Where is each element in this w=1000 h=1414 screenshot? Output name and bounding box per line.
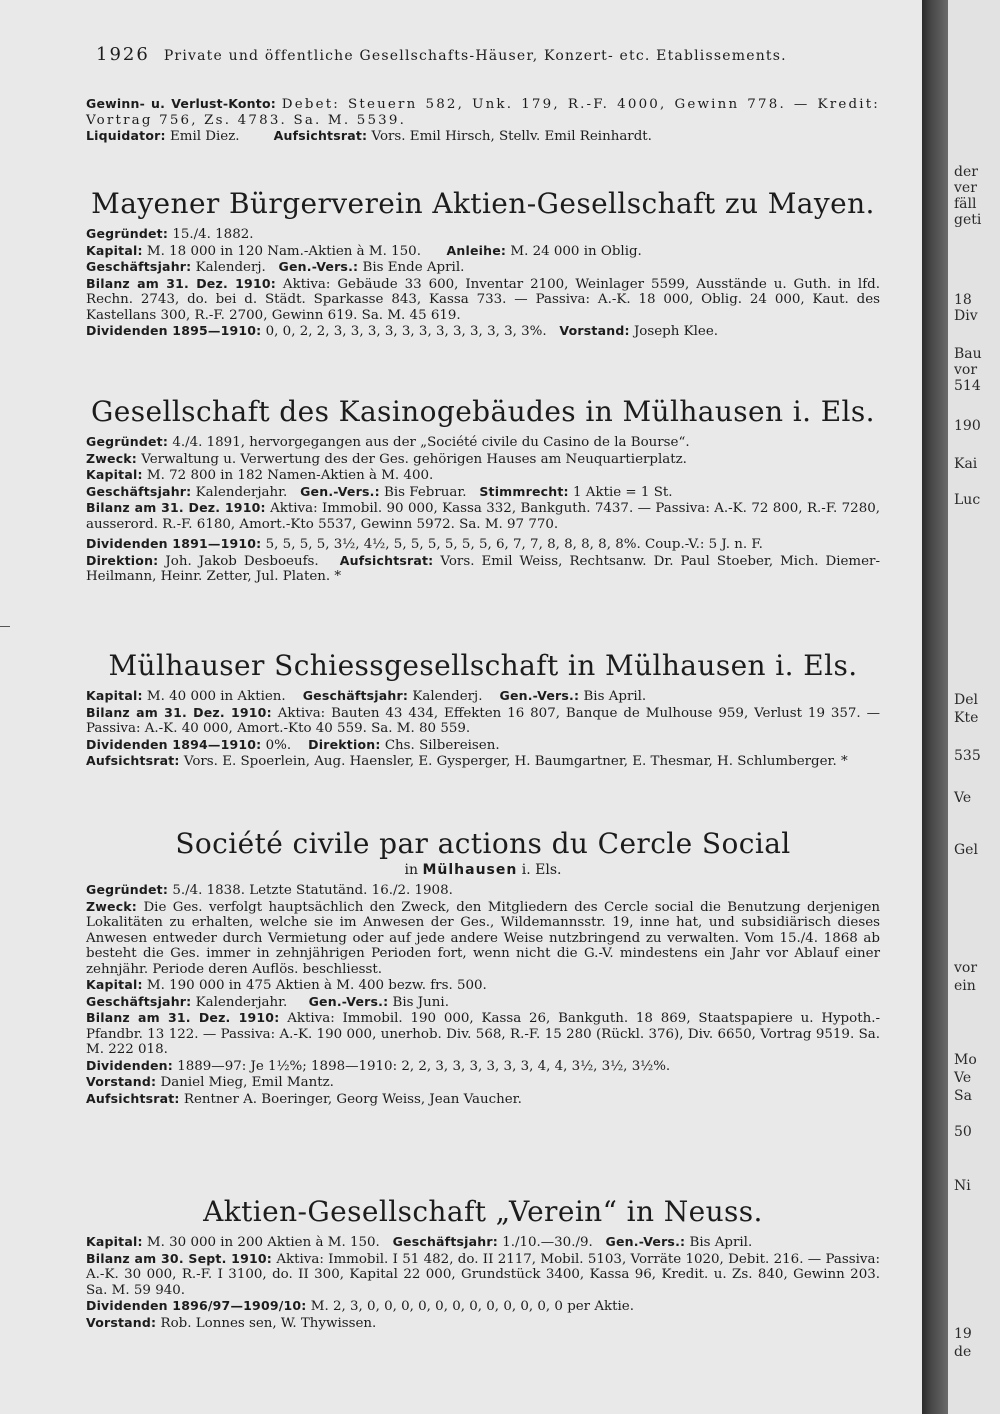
facing-text-fragment: ver xyxy=(954,180,977,196)
dividenden-text: M. 2, 3, 0, 0, 0, 0, 0, 0, 0, 0, 0, 0, 0, 0 per Aktie. xyxy=(310,1299,634,1314)
subtitle-in: in xyxy=(404,862,418,878)
facing-text-fragment: Sa xyxy=(954,1088,972,1104)
zweck-label: Zweck: xyxy=(86,898,138,914)
gen-vers-label: Gen.-Vers.: xyxy=(278,259,359,274)
liquidator-text: Emil Diez. xyxy=(169,129,240,144)
facing-text-fragment: 190 xyxy=(954,418,981,434)
direktion-label: Direktion: xyxy=(86,552,159,568)
facing-text-fragment: Bau xyxy=(954,346,982,362)
gen-vers-text: Bis Februar. xyxy=(384,484,467,500)
kapital-label: Kapital: xyxy=(86,242,143,258)
bilanz-text: Aktiva: Immobil. 90 000, Kassa 332, Bankguth. 7437. — Passiva: A.-K. 72 800, R.-F. 7280, ausserord. R.-F. 6180, Amort.-Kto 5537, Gewinn 5972. Sa. M. 97 770. xyxy=(86,501,880,532)
facing-text-fragment: Ve xyxy=(954,790,972,806)
dividenden-label: Dividenden 1891—1910: xyxy=(86,536,262,551)
aufsichtsrat-text: Vors. E. Spoerlein, Aug. Haensler, E. Gysperger, H. Baumgartner, E. Thesmar, H. Schlumberger. xyxy=(183,754,837,769)
vorstand-text: Rob. Lonnes sen, W. Thywissen. xyxy=(160,1315,377,1331)
facing-text-fragment: Luc xyxy=(954,492,981,508)
facing-text-fragment: 50 xyxy=(954,1124,972,1140)
dividenden-text: 0, 0, 2, 2, 3, 3, 3, 3, 3, 3, 3, 3, 3, 3, 3, 3%. xyxy=(265,324,547,339)
facing-text-fragment: 18 xyxy=(954,292,972,308)
gegruendet-text: 4./4. 1891, hervorgegangen aus der „Société civile du Casino de la Bourse“. xyxy=(172,435,690,450)
bilanz-text: Aktiva: Gebäude 33 600, Inventar 2100, Weinlager 5599, Ausstände u. Guth. in lfd. Rechn. 2743, do. bei d. Städt. Sparkasse 843, Kassa 733. — Passiva: A.-K. 18 000, Oblig. 24 000, Kaut. des Kastellans 300, R.-F. 2700, Gewinn 619. Sa. M. 45 619. xyxy=(86,276,881,323)
page-number: 1926 xyxy=(96,44,150,65)
dividenden-label: Dividenden: xyxy=(86,1057,173,1073)
dividenden-label: Dividenden 1894—1910: xyxy=(86,736,262,752)
facing-text-fragment: ein xyxy=(954,978,976,994)
margin-rule xyxy=(0,626,10,627)
entry-title: Mülhauser Schiessgesellschaft in Mülhausen i. Els. xyxy=(108,649,858,682)
geschaeftsjahr-text: Kalenderjahr. xyxy=(195,484,288,500)
facing-text-fragment: der xyxy=(954,164,978,180)
kapital-text: M. 72 800 in 182 Namen-Aktien à M. 400. xyxy=(146,468,434,483)
facing-text-fragment: vor xyxy=(954,362,978,378)
zweck-text: Die Ges. verfolgt hauptsächlich den Zweck, den Mitgliedern des Cercle social die Benutzung derjenigen Lokalitäten zu erhalten, welche sie im Anwesen der Ges., Wildemannsstr. 19, inne hat, und subsidiärisch dieses Anwesen entweder durch Vermietung oder auf jede andere Weise nutzbringend zu verwalten. Vom 15./4. 1868 ab besteht die Ges. immer in zehnjährigen Perioden fort, wenn nicht die G.-V. mindestens ein Jahr vor Ablauf einer zehnjähr. Periode deren Auflös. beschliesst. xyxy=(86,899,880,977)
gegruendet-text: 15./4. 1882. xyxy=(172,227,254,242)
gen-vers-text: Bis April. xyxy=(583,689,647,704)
direktion-label: Direktion: xyxy=(308,736,381,752)
facing-text-fragment: 535 xyxy=(954,748,981,764)
entry-body: Gegründet: 4./4. 1891, hervorgegangen aus der „Société civile du Casino de la Bourse“. Zweck: Verwaltung u. Verwertung des der Ges. gehörigen Hauses am Neuquartierplatz. Kapital: M. 72 800 in 182 Namen-Aktien à M. 400. Geschäftsjahr: Kalenderjahr. Gen.-Vers.: Bis Februar. Stimmrecht: 1 Aktie = 1 St. Bilanz am 31. Dez. 1910: Aktiva: Immobil. 90 000, Kassa 332, Bankguth. 7437. — Passiva: A.-K. 72 800, R.-F. 7280, ausserord. R.-F. 6180, Amort.-Kto 5537, Gewinn 5972. Sa. M. 97 770. Dividenden 1891—1910: 5, 5, 5, 5, 3½, 4½, 5, 5, 5, 5, 5, 5, 6, 7, 7, 8, 8, 8, 8, 8%. Coup.-V.: 5 J. n. F. Direktion: Joh. Jakob Desboeufs. Aufsichtsrat: Vors. Emil Weiss, Rechtsanw. Dr. Paul Stoeber, Mich. Diemer-Heilmann, Heinr. Zetter, Jul. Platen. * xyxy=(86,434,880,584)
facing-text-fragment: Del xyxy=(954,692,978,708)
geschaeftsjahr-label: Geschäftsjahr: xyxy=(392,1234,498,1249)
vorstand-label: Vorstand: xyxy=(86,1074,157,1089)
gen-vers-text: Bis Juni. xyxy=(392,994,449,1010)
bilanz-label: Bilanz am 31. Dez. 1910: xyxy=(86,500,266,515)
aufsichtsrat-label: Aufsichtsrat: xyxy=(86,753,180,768)
facing-text-fragment: 19 xyxy=(954,1326,972,1342)
subtitle-rest: i. Els. xyxy=(521,862,562,878)
facing-text-fragment: Div xyxy=(954,308,978,324)
facing-text-fragment: Gel xyxy=(954,842,978,858)
bilanz-text: Aktiva: Bauten 43 434, Effekten 16 807, Banque de Mulhouse 959, Verlust 19 357. — Passiva: A.-K. 40 000, Amort.-Kto 40 559. Sa. M. 80 559. xyxy=(86,705,880,736)
geschaeftsjahr-label: Geschäftsjahr: xyxy=(302,688,409,703)
geschaeftsjahr-label: Geschäftsjahr: xyxy=(86,483,192,499)
entry-title: Mayener Bürgerverein Aktien-Gesellschaft zu Mayen. xyxy=(91,187,875,220)
vorstand-label: Vorstand: xyxy=(86,1314,157,1330)
liquidator-label: Liquidator: xyxy=(86,128,166,143)
running-title: Private und öffentliche Gesellschafts-Häuser, Konzert- etc. Etablissements. xyxy=(163,48,787,64)
zweck-label: Zweck: xyxy=(86,450,138,466)
facing-text-fragment: geti xyxy=(954,212,982,228)
facing-text-fragment: vor xyxy=(954,960,978,976)
gen-vers-label: Gen.-Vers.: xyxy=(499,688,580,703)
entry-title: Société civile par actions du Cercle Social xyxy=(175,827,791,860)
facing-text-fragment: Kte xyxy=(954,710,979,726)
aufsichtsrat-label: Aufsichtsrat: xyxy=(86,1090,180,1106)
bilanz-text: Aktiva: Immobil. 190 000, Kassa 26, Bankguth. 18 869, Staatspapiere u. Hypoth.-Pfandbr. 13 122. — Passiva: A.-K. 190 000, unerhob. Div. 568, R.-F. 15 280 (Rückl. 376), Div. 6650, Vortrag 9519. Sa. M. 222 018. xyxy=(86,1011,880,1057)
entry-title: Aktien-Gesellschaft „Verein“ in Neuss. xyxy=(203,1195,763,1228)
stimmrecht-text: 1 Aktie = 1 St. xyxy=(573,484,673,500)
gegruendet-text: 5./4. 1838. Letzte Statutänd. 16./2. 1908. xyxy=(172,883,453,898)
geschaeftsjahr-label: Geschäftsjahr: xyxy=(86,993,192,1009)
facing-text-fragment: fäll xyxy=(954,196,977,212)
anleihe-label: Anleihe: xyxy=(446,242,507,258)
aufsichtsrat-text: Vors. Emil Hirsch, Stellv. Emil Reinhardt. xyxy=(371,129,652,144)
dividenden-label: Dividenden 1896/97—1909/10: xyxy=(86,1298,307,1313)
gen-vers-text: Bis Ende April. xyxy=(362,260,465,275)
gen-vers-label: Gen.-Vers.: xyxy=(605,1234,686,1249)
gen-vers-label: Gen.-Vers.: xyxy=(300,483,380,499)
geschaeftsjahr-text: Kalenderjahr. xyxy=(195,994,288,1010)
entry-body: Kapital: M. 40 000 in Aktien. Geschäftsjahr: Kalenderj. Gen.-Vers.: Bis April. Bilanz am 31. Dez. 1910: Aktiva: Bauten 43 434, Effekten 16 807, Banque de Mulhouse 959, Verlust 19 357. — Passiva: A.-K. 40 000, Amort.-Kto 40 559. Sa. M. 80 559. Dividenden 1894—1910: 0%. Direktion: Chs. Silbereisen. Aufsichtsrat: Vors. E. Spoerlein, Aug. Haensler, E. Gysperger, H. Baumgartner, E. Thesmar, H. Schlumberger. * xyxy=(86,688,880,769)
gegruendet-label: Gegründet: xyxy=(86,434,169,449)
bilanz-label: Bilanz am 31. Dez. 1910: xyxy=(86,1010,280,1025)
gen-vers-text: Bis April. xyxy=(689,1235,753,1250)
dividenden-label: Dividenden 1895—1910: xyxy=(86,323,262,338)
vorstand-text: Joseph Klee. xyxy=(633,324,719,339)
geschaeftsjahr-label: Geschäftsjahr: xyxy=(86,259,192,274)
running-header xyxy=(96,44,836,65)
bilanz-label: Bilanz am 31. Dez. 1910: xyxy=(86,704,272,720)
kapital-label: Kapital: xyxy=(86,1234,143,1249)
aufsichtsrat-label: Aufsichtsrat: xyxy=(339,552,434,568)
stimmrecht-label: Stimmrecht: xyxy=(479,483,569,499)
anleihe-text: M. 24 000 in Oblig. xyxy=(510,243,642,259)
dividenden-text: 1889—97: Je 1½%; 1898—1910: 2, 2, 3, 3, 3, 3, 3, 3, 4, 4, 3½, 3½, 3½%. xyxy=(177,1058,671,1074)
geschaeftsjahr-text: 1./10.—30./9. xyxy=(502,1235,593,1250)
bilanz-label: Bilanz am 30. Sept. 1910: xyxy=(86,1250,272,1266)
bilanz-label: Bilanz am 31. Dez. 1910: xyxy=(86,275,276,291)
facing-text-fragment: Ve xyxy=(954,1070,972,1086)
kapital-text: M. 18 000 in 120 Nam.-Aktien à M. 150. xyxy=(146,243,421,259)
facing-text-fragment: Mo xyxy=(954,1052,977,1068)
aufsichtsrat-text: Vors. Emil Weiss, Rechtsanw. Dr. Paul Stoeber, Mich. Diemer-Heilmann, Heinr. Zetter, Jul. Platen. xyxy=(86,553,880,584)
dividenden-text: 5, 5, 5, 5, 3½, 4½, 5, 5, 5, 5, 5, 5, 6, 7, 7, 8, 8, 8, 8, 8%. Coup.-V.: 5 J. n. F. xyxy=(265,537,763,552)
aufsichtsrat-text: Rentner A. Boeringer, Georg Weiss, Jean Vaucher. xyxy=(183,1091,522,1107)
gv-text: Debet: Steuern 582, Unk. 179, R.-F. 4000, Gewinn 778. — Kredit: Vortrag 756, Zs. 4783. Sa. M. 5539. xyxy=(86,97,881,128)
gv-label: Gewinn- u. Verlust-Konto: xyxy=(86,96,276,111)
vorstand-label: Vorstand: xyxy=(559,323,630,338)
facing-text-fragment: 514 xyxy=(954,378,981,394)
kapital-label: Kapital: xyxy=(86,688,143,703)
subtitle-city: Mülhausen xyxy=(422,862,518,878)
gegruendet-label: Gegründet: xyxy=(86,226,169,241)
direktion-text: Chs. Silbereisen. xyxy=(384,737,500,753)
direktion-text: Joh. Jakob Desboeufs. xyxy=(165,553,319,569)
entry-subtitle xyxy=(86,862,880,878)
facing-text-fragment: Ni xyxy=(954,1178,971,1194)
dividenden-text: 0%. xyxy=(265,737,292,753)
zweck-text: Verwaltung u. Verwertung des der Ges. gehörigen Hauses am Neuquartierplatz. xyxy=(141,451,687,467)
kapital-label: Kapital: xyxy=(86,467,143,482)
entry-body xyxy=(86,226,880,340)
facing-page-edge xyxy=(948,0,1000,1414)
entry-body xyxy=(86,882,880,1107)
gegruendet-label: Gegründet: xyxy=(86,882,169,897)
geschaeftsjahr-text: Kalenderj. xyxy=(195,260,266,275)
facing-text-fragment: de xyxy=(954,1344,972,1360)
kapital-label: Kapital: xyxy=(86,977,143,992)
kapital-text: M. 40 000 in Aktien. xyxy=(146,689,286,704)
entry-title: Gesellschaft des Kasinogebäudes in Mülhausen i. Els. xyxy=(91,395,875,428)
kapital-text: M. 30 000 in 200 Aktien à M. 150. xyxy=(146,1235,380,1250)
gen-vers-label: Gen.-Vers.: xyxy=(308,993,389,1009)
vorstand-text: Daniel Mieg, Emil Mantz. xyxy=(160,1075,334,1090)
book-gutter xyxy=(922,0,948,1414)
bilanz-text: Aktiva: Immobil. I 51 482, do. II 2117, Mobil. 5103, Vorräte 1020, Debit. 216. — Passiva: A.-K. 30 000, R.-F. I 3100, do. II 300, Kapital 22 000, Grundstück 3400, Kassa 96, Kredit. u. Zs. 840, Gewinn 203. Sa. M. 59 940. xyxy=(86,1251,880,1298)
facing-text-fragment: Kai xyxy=(954,456,978,472)
geschaeftsjahr-text: Kalenderj. xyxy=(412,689,483,704)
entry-body xyxy=(86,1234,880,1331)
entry-continuation xyxy=(86,96,880,145)
aufsichtsrat-label: Aufsichtsrat: xyxy=(273,128,368,143)
kapital-text: M. 190 000 in 475 Aktien à M. 400 bezw. frs. 500. xyxy=(146,978,487,993)
